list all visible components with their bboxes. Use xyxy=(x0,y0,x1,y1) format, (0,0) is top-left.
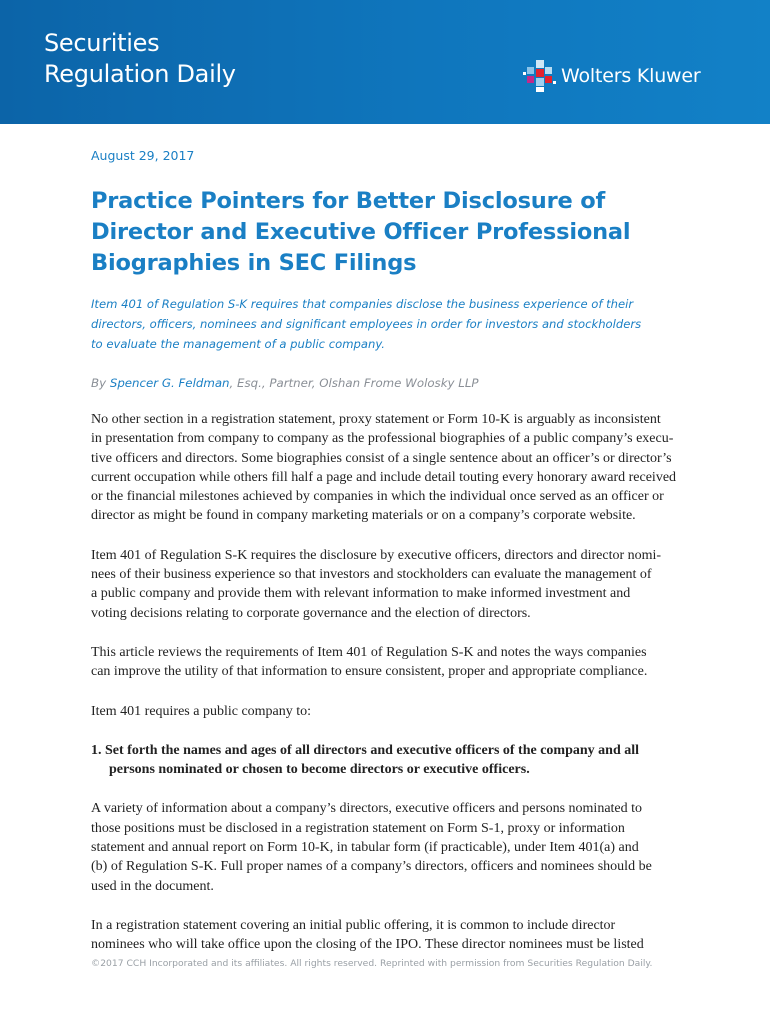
byline-prefix: By xyxy=(91,376,110,390)
paragraph xyxy=(91,916,681,955)
header-banner xyxy=(0,0,770,124)
brand-name: Wolters Kluwer xyxy=(561,65,701,87)
paragraph xyxy=(91,546,681,623)
paragraph-line: nominees who will take office upon the closing of the IPO. These director nominees must be listed xyxy=(91,937,644,953)
paragraph xyxy=(91,702,681,721)
paragraph-line: In a registration statement covering an initial public offering, it is common to include director xyxy=(91,917,616,933)
paragraph-line: statement and annual report on Form 10-K, in tabular form (if practicable), under Item 401(a) and xyxy=(91,840,639,856)
deck-line: directors, officers, nominees and significant employees in order for investors and stockholders xyxy=(91,317,642,331)
paragraph-line: This article reviews the requirements of Item 401 of Regulation S-K and notes the ways companies xyxy=(91,644,647,660)
numbered-item-line: persons nominated or chosen to become directors or executive officers. xyxy=(109,762,530,778)
numbered-item-1 xyxy=(91,741,681,780)
publication-title-line1: Securities xyxy=(44,29,160,57)
paragraph-line: (b) of Regulation S-K. Full proper names of a company’s directors, officers and nominees should be xyxy=(91,859,652,875)
paragraph-line: current occupation while others fill half a page and include detail touting every honorary award received xyxy=(91,469,677,485)
paragraph-line: nees of their business experience so that investors and stockholders can evaluate the management of xyxy=(91,567,652,583)
title-line: Practice Pointers for Better Disclosure of xyxy=(91,188,606,214)
copyright-footer: ©2017 CCH Incorporated and its affiliates. All rights reserved. Reprinted with permission from Securities Regulation Daily. xyxy=(91,958,653,969)
byline xyxy=(91,376,479,390)
paragraph-line: can improve the utility of that information to ensure consistent, proper and appropriate compliance. xyxy=(91,664,648,680)
article-body xyxy=(91,410,681,975)
deck-line: Item 401 of Regulation S-K requires that companies disclose the business experience of their xyxy=(91,297,634,311)
paragraph-line: used in the document. xyxy=(91,878,214,894)
numbered-item-line: 1. Set forth the names and ages of all directors and executive officers of the company and all xyxy=(91,742,640,758)
paragraph-line: voting decisions relating to corporate governance and the election of directors. xyxy=(91,605,531,621)
paragraph xyxy=(91,799,681,895)
article-deck xyxy=(91,294,681,354)
wolters-kluwer-logo-icon xyxy=(523,59,557,93)
author-name: Spencer G. Feldman xyxy=(109,376,230,390)
title-line: Biographies in SEC Filings xyxy=(91,250,417,276)
article-title xyxy=(91,186,671,279)
title-line: Director and Executive Officer Professional xyxy=(91,219,631,245)
paragraph-line: a public company and provide them with relevant information to make informed investment and xyxy=(91,586,631,602)
paragraph-line: No other section in a registration statement, proxy statement or Form 10-K is arguably as inconsistent xyxy=(91,412,661,427)
byline-affiliation: , Esq., Partner, Olshan Frome Wolosky LLP xyxy=(229,376,479,390)
paragraph-line: or the financial milestones achieved by companies in which the individual once served as an officer or xyxy=(91,489,664,505)
paragraph-line: Item 401 requires a public company to: xyxy=(91,703,312,719)
paragraph-line: tive officers and directors. Some biographies consist of a single sentence about an officer’s or director’s xyxy=(91,450,672,466)
publication-title xyxy=(44,28,236,90)
paragraph-line: Item 401 of Regulation S-K requires the disclosure by executive officers, directors and director nomi- xyxy=(91,547,662,563)
paragraph-line: A variety of information about a company’s directors, executive officers and persons nominated to xyxy=(91,801,643,817)
paragraph xyxy=(91,410,681,526)
paragraph-line: in presentation from company to company as the professional biographies of a public company’s execu- xyxy=(91,431,674,447)
paragraph-line: those positions must be disclosed in a registration statement on Form S-1, proxy or information xyxy=(91,820,625,836)
deck-line: to evaluate the management of a public company. xyxy=(91,337,385,351)
paragraph xyxy=(91,643,681,682)
publication-title-line2: Regulation Daily xyxy=(44,60,236,88)
brand-logo xyxy=(523,59,701,93)
article-date: August 29, 2017 xyxy=(91,148,195,163)
paragraph-line: director as might be found in company marketing materials or on a company’s corporate website. xyxy=(91,508,636,524)
